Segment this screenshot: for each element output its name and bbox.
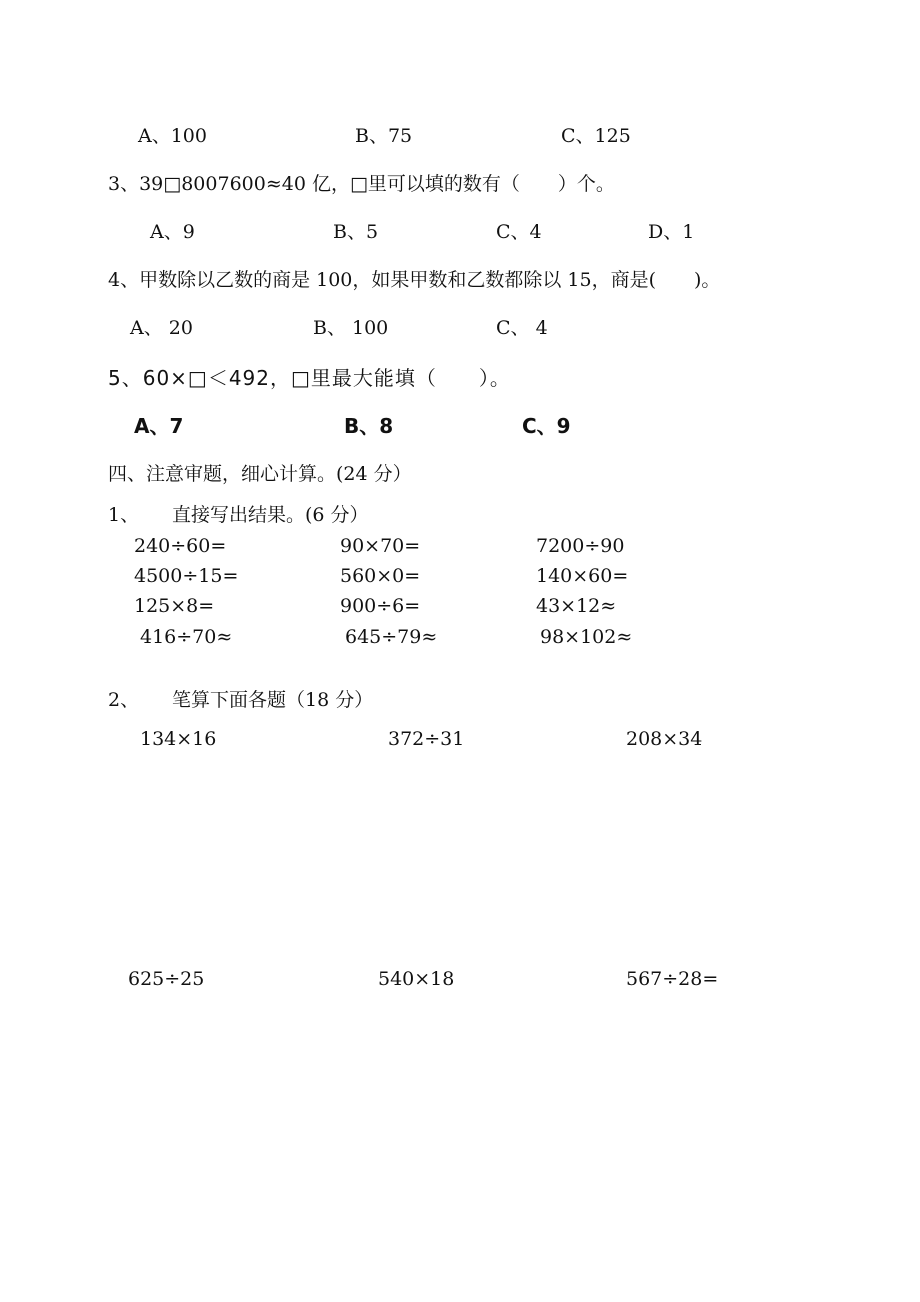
calc-item: 90×70= xyxy=(340,535,421,557)
calc-item: 900÷6= xyxy=(340,595,421,617)
q2-option-a: A、100 xyxy=(138,125,207,147)
calc-item: 125×8= xyxy=(134,595,215,617)
q3-stem: 3、39□8007600≈40 亿，□里可以填的数有（ ）个。 xyxy=(108,173,615,195)
calc-item: 4500÷15= xyxy=(134,565,239,587)
q4-option-a: A、 20 xyxy=(130,317,193,339)
q4-option-b: B、 100 xyxy=(313,317,389,339)
q5-option-c: C、9 xyxy=(522,414,571,438)
calc-item: 43×12≈ xyxy=(536,595,617,617)
section4-title: 四、注意审题，细心计算。(24 分） xyxy=(108,463,412,485)
q2-option-c: C、125 xyxy=(561,125,631,147)
q4-option-c: C、 4 xyxy=(496,317,548,339)
calc-item: 98×102≈ xyxy=(540,626,633,648)
q3-option-c: C、4 xyxy=(496,221,542,243)
q3-option-b: B、5 xyxy=(333,221,379,243)
written-calc-item: 134×16 xyxy=(140,728,217,750)
q4-stem: 4、甲数除以乙数的商是 100，如果甲数和乙数都除以 15，商是( )。 xyxy=(108,269,721,291)
part2-number: 2、 xyxy=(108,689,140,711)
calc-item: 240÷60= xyxy=(134,535,227,557)
q5-option-a: A、7 xyxy=(134,414,184,438)
written-calc-item: 372÷31 xyxy=(388,728,465,750)
calc-item: 416÷70≈ xyxy=(140,626,233,648)
written-calc-item: 540×18 xyxy=(378,968,455,990)
calc-item: 140×60= xyxy=(536,565,629,587)
part1-number: 1、 xyxy=(108,504,140,526)
part1-title: 直接写出结果。(6 分） xyxy=(172,504,369,526)
calc-item: 560×0= xyxy=(340,565,421,587)
part2-title: 笔算下面各题（18 分） xyxy=(172,689,374,711)
written-calc-item: 208×34 xyxy=(626,728,703,750)
q5-option-b: B、8 xyxy=(344,414,394,438)
q2-option-b: B、75 xyxy=(355,125,413,147)
calc-item: 7200÷90 xyxy=(536,535,625,557)
q3-option-a: A、9 xyxy=(150,221,195,243)
q5-stem: 5、60×□＜492，□里最大能填（ ）。 xyxy=(108,366,511,390)
calc-item: 645÷79≈ xyxy=(345,626,438,648)
q3-option-d: D、1 xyxy=(648,221,695,243)
written-calc-item: 567÷28= xyxy=(626,968,719,990)
written-calc-item: 625÷25 xyxy=(128,968,205,990)
